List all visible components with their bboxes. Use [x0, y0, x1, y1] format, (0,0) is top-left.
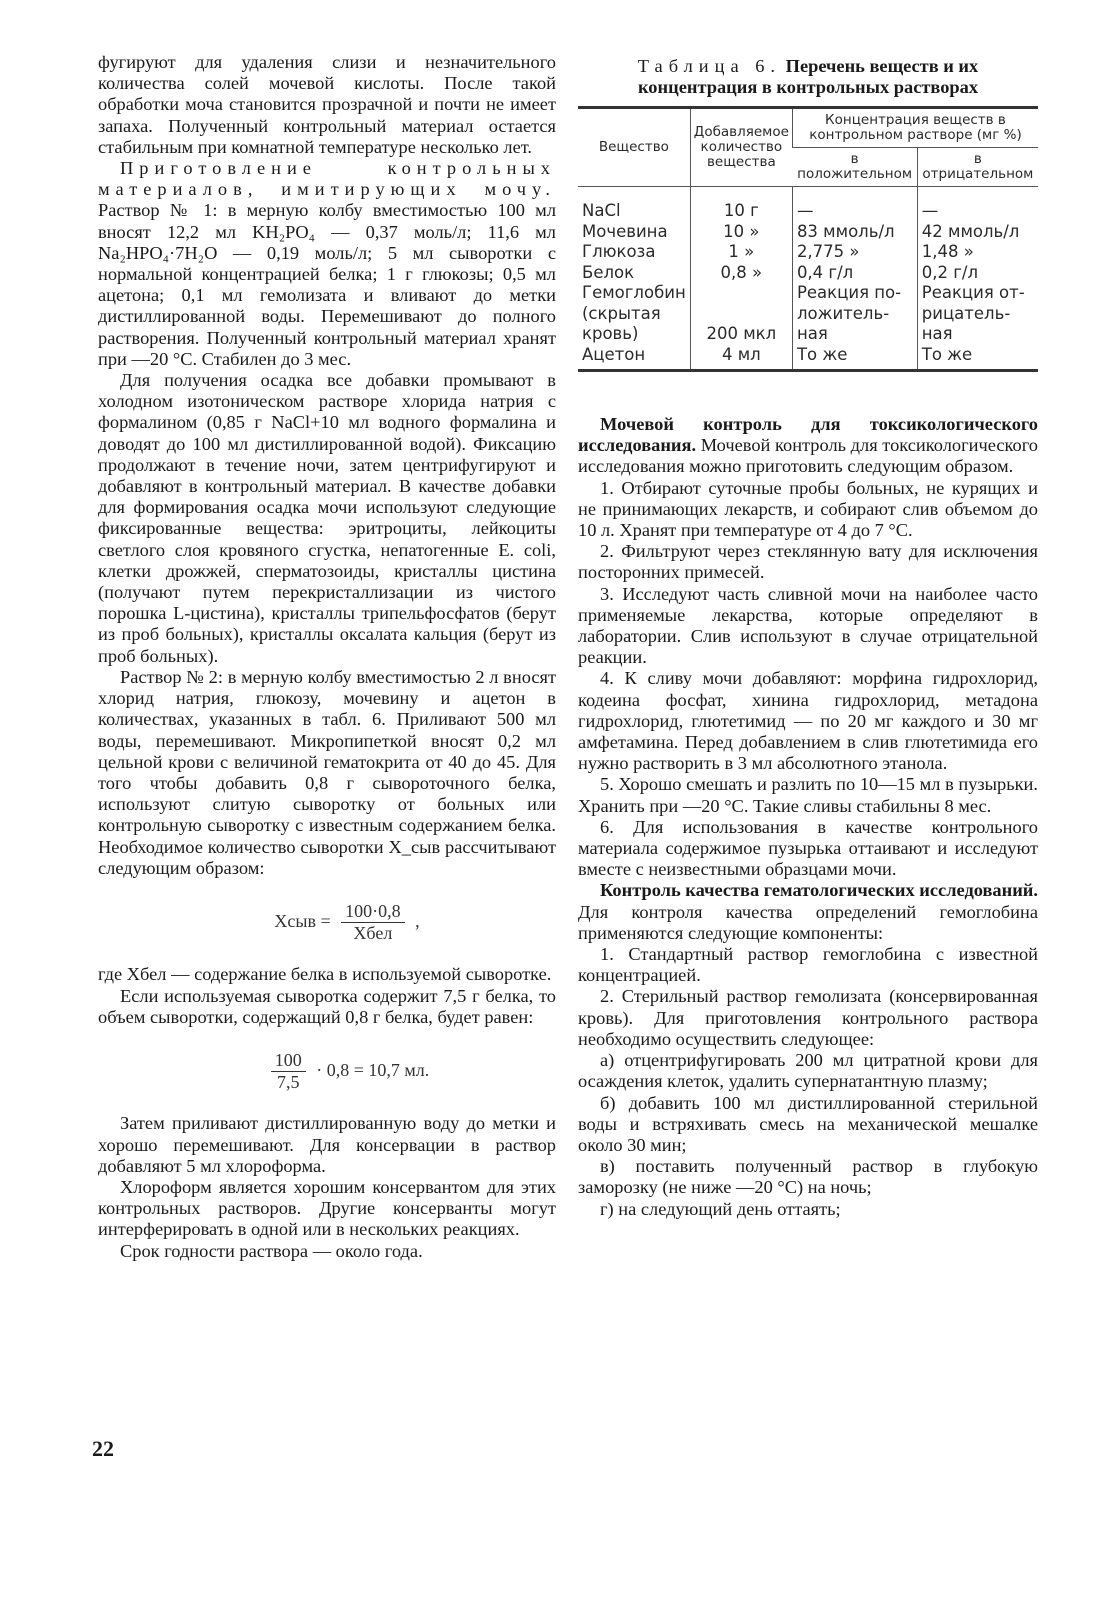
- list-item: 6. Для использования в качестве контрольного материала содержимое пузырька оттаивают и исследуют вместе с неизвестными образцами мочи.: [578, 816, 1038, 880]
- table-caption: [578, 56, 1038, 98]
- list-item: 2. Стерильный раствор гемолизата (консервированная кровь). Для приготовления контрольного раствора необходимо осуществить следующее:: [578, 986, 1038, 1049]
- paragraph: Затем приливают дистиллированную воду до метки и хорошо перемешивают. Для консервации в раствор добавляют 5 мл хлороформа.: [98, 1113, 556, 1176]
- header-concentration: Концентрация веществ в контрольном растворе (мг %): [792, 108, 1038, 148]
- list-item: 4. К сливу мочи добавляют: морфина гидрохлорид, кодеина фосфат, хинина гидрохлорид, метадона гидрохлорид, глютетимид — по 20 мг каждого и 30 мг амфетамина. Перед добавлением в слив глютетимида его нужно растворить в 3 мл абсолютного этанола.: [578, 668, 1038, 774]
- list-item: г) на следующий день оттаять;: [600, 1198, 841, 1219]
- right-column: [578, 52, 1038, 1220]
- paragraph: Хлороформ является хорошим консервантом для этих контрольных растворов. Другие консерванты могут интерферировать в одной или в нескольких реакциях.: [98, 1176, 556, 1240]
- header-negative: в отрицательном: [917, 148, 1038, 187]
- paragraph-text: Раствор № 1: в мерную колбу вместимостью 100 мл вносят 12,2 мл KH₂PO₄ — 0,37 моль/л; 11,6 мл Na₂HPO₄·7H₂O — 0,19 моль/л; 5 мл сыворотки с нормальной концентрацией белка; 1 г глюкозы; 0,5 мл ацетона; 0,1 мл гемолизата и вливают до метки дистиллированной воды. Перемешивают до полного растворения. Полученный контрольный материал хранят при —20 °С. Стабилен до 3 мес.: [98, 200, 556, 369]
- formula-fraction: [271, 1050, 306, 1093]
- paragraph: [98, 158, 556, 370]
- section-heading: Контроль качества гематологических исследований.: [600, 880, 1038, 901]
- formula-denominator: 7,5: [276, 1072, 300, 1093]
- table-caption-prefix: Таблица 6.: [637, 56, 782, 76]
- formula-calculation: [138, 1050, 556, 1093]
- list-item: 1. Отбирают суточные пробы больных, не курящих и не принимающих лекарств, и собирают слив объемом до 10 л. Хранят при температуре от 4 до 7 °С.: [578, 477, 1038, 541]
- formula-numerator: 100: [271, 1050, 306, 1072]
- cell-negative: — 42 ммоль/л 1,48 » 0,2 г/л Реакция от- рицатель- ная То же: [917, 187, 1038, 371]
- list-item: а) отцентрифугировать 200 мл цитратной крови для осаждения клеток, удалить супернатантную плазму;: [578, 1050, 1038, 1092]
- formula-serum-volume: [138, 901, 556, 944]
- section-heading: Мочевой контроль для токсикологического исследования.: [578, 414, 1038, 456]
- header-amount: Добавляемое количество вещества: [690, 108, 792, 187]
- header-substance: Вещество: [578, 108, 690, 187]
- header-positive: в положительном: [792, 148, 917, 187]
- list-item: 2. Фильтруют через стеклянную вату для исключения посторонних примесей.: [578, 541, 1038, 583]
- table-row: [578, 187, 1038, 371]
- paragraph: Раствор № 2: в мерную колбу вместимостью 2 л вносят хлорид натрия, глюкозу, мочевину и ацетон в количествах, указанных в табл. 6. Приливают 500 мл воды, перемешивают. Микропипеткой вносят 0,2 мл цельной крови с величиной гематокрита от 40 до 45. Для того чтобы добавить 0,8 г сывороточного белка, используют слитую сыворотку от больных или контрольную сыворотку с известным содержанием белка. Необходимое количество сыворотки X_сыв рассчитывают следующим образом:: [98, 666, 556, 878]
- formula-numerator: 100·0,8: [341, 901, 405, 923]
- cell-substances: NaCl Мочевина Глюкоза Белок Гемоглобин (скрытая кровь) Ацетон: [582, 201, 686, 364]
- list-item: б) добавить 100 мл дистиллированной стерильной воды и встряхивать смесь на механической мешалке около 30 мин;: [578, 1092, 1038, 1155]
- cell-amounts: 10 г 10 » 1 » 0,8 » 200 мкл 4 мл: [690, 187, 792, 371]
- paragraph: Для получения осадка все добавки промывают в холодном изотоническом растворе хлорида натрия с формалином (0,85 г NaCl+10 мл водного формалина и доводят до 100 мл дистиллированной водой). Фиксацию продолжают в течение ночи, затем центрифугируют и добавляют в контрольный материал. В качестве добавки для формирования осадка мочи используют следующие фиксированные вещества: эритроциты, лейкоциты светлого слоя кровяного сгустка, непатогенные E. coli, клетки дрожжей, сперматозоиды, кристаллы цистина (получают путем перекристаллизации из чистого порошка L-цистина), кристаллы трипельфосфатов (берут из проб больных), кристаллы оксалата кальция (берут из проб больных).: [98, 370, 556, 666]
- paragraph: фугируют для удаления слизи и незначительного количества солей мочевой кислоты. После такой обработки моча становится прозрачной и почти не имеет запаха. Полученный контрольный материал остается стабильным при комнатной температуре несколько лет.: [98, 52, 556, 157]
- list-item: 3. Исследуют часть сливной мочи на наиболее часто применяемые лекарства, которые определяют в лаборатории. Слив используют в случае отрицательной реакции.: [578, 583, 1038, 668]
- paragraph: Если используемая сыворотка содержит 7,5 г белка, то объем сыворотки, содержащий 0,8 г белка, будет равен:: [98, 985, 556, 1027]
- page-number: 22: [92, 1436, 114, 1461]
- formula-tail: ,: [415, 910, 420, 931]
- list-item: 5. Хорошо смешать и разлить по 10—15 мл в пузырьки. Хранить при —20 °С. Такие сливы стабильны 8 мес.: [578, 774, 1038, 816]
- table-caption-title: Перечень веществ и их концентрация в контрольных растворах: [637, 56, 979, 97]
- list-item: 1. Стандартный раствор гемоглобина с известной концентрацией.: [578, 944, 1038, 986]
- paragraph: Срок годности раствора — около года.: [120, 1240, 423, 1261]
- paragraph-text: Мочевой контроль для токсикологического исследования можно приготовить следующим образом.: [578, 435, 1038, 477]
- section-heading: Приготовление контрольных материалов, имитирующих мочу.: [98, 158, 556, 200]
- paragraph: [578, 414, 1038, 478]
- formula-tail: · 0,8 = 10,7 мл.: [316, 1059, 430, 1080]
- paragraph: [578, 880, 1038, 944]
- paragraph-text: Для контроля качества определений гемоглобина применяются следующие компоненты:: [578, 901, 1038, 943]
- paragraph: где Xбел — содержание белка в используемой сыворотке.: [98, 964, 552, 985]
- left-column: [98, 52, 556, 1262]
- formula-denominator: Xбел: [353, 923, 393, 944]
- cell-positive: — 83 ммоль/л 2,775 » 0,4 г/л Реакция по- ложитель- ная То же: [792, 187, 917, 371]
- list-item: в) поставить полученный раствор в глубокую заморозку (не ниже —20 °С) на ночь;: [578, 1156, 1038, 1198]
- formula-lhs: Xсыв =: [274, 910, 331, 931]
- substances-table: [578, 106, 1038, 372]
- formula-fraction: [341, 901, 405, 944]
